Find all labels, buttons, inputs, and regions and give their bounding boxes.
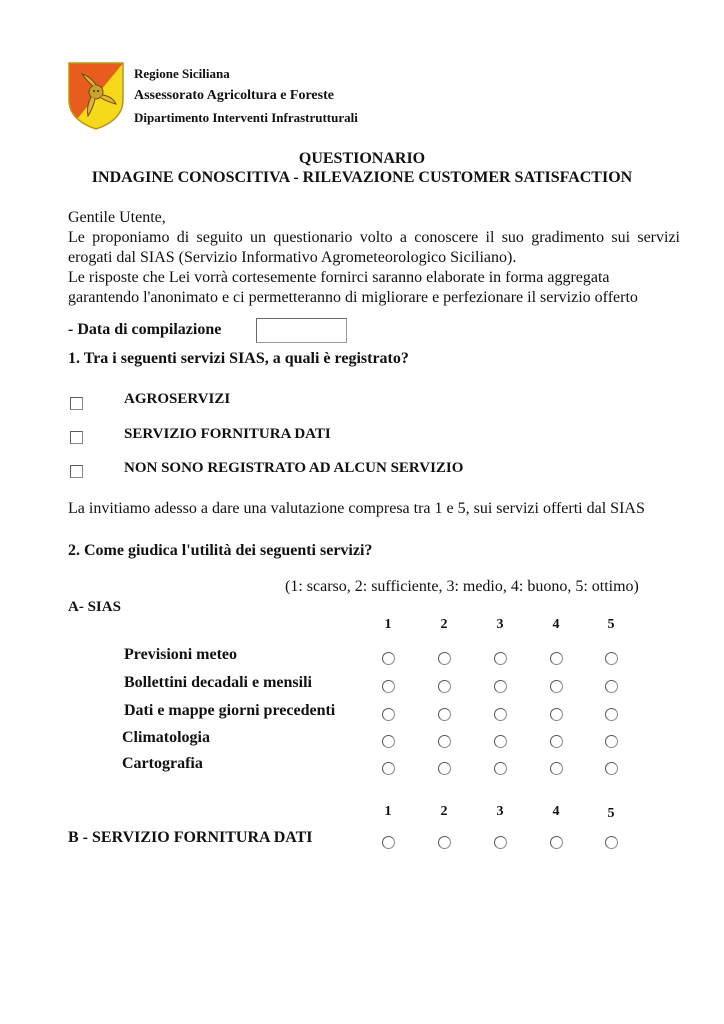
region-coat-of-arms-logo xyxy=(68,62,124,130)
rating-radio-climatologia-3[interactable] xyxy=(494,735,507,748)
scale-legend: (1: scarso, 2: sufficiente, 3: medio, 4: buono, 5: ottimo) xyxy=(285,578,639,595)
rating-radio-previsioni-5[interactable] xyxy=(605,652,618,665)
option-servizio-fornitura-dati-label: SERVIZIO FORNITURA DATI xyxy=(124,426,331,442)
service-climatologia: Climatologia xyxy=(122,729,210,746)
scale-header-2: 2 xyxy=(440,617,448,632)
rating-radio-fornitura-5[interactable] xyxy=(605,836,618,849)
intro-paragraph-2-line-1: Le risposte che Lei vorrà cortesemente fornirci saranno elaborate in forma aggregata xyxy=(68,269,610,286)
header-office: Dipartimento Interventi Infrastrutturali xyxy=(134,110,358,125)
service-cartografia: Cartografia xyxy=(122,755,203,772)
rating-radio-cartografia-5[interactable] xyxy=(605,762,618,775)
rating-radio-climatologia-5[interactable] xyxy=(605,735,618,748)
rating-radio-previsioni-1[interactable] xyxy=(382,652,395,665)
scale-header-b-3: 3 xyxy=(496,804,504,819)
rating-radio-fornitura-4[interactable] xyxy=(550,836,563,849)
rating-radio-dati-mappe-5[interactable] xyxy=(605,708,618,721)
rating-radio-fornitura-1[interactable] xyxy=(382,836,395,849)
scale-header-4: 4 xyxy=(552,617,560,632)
rating-radio-previsioni-3[interactable] xyxy=(494,652,507,665)
rating-radio-bollettini-5[interactable] xyxy=(605,680,618,693)
rating-instruction: La invitiamo adesso a dare una valutazione compresa tra 1 e 5, sui servizi offerti dal SIAS xyxy=(68,500,645,517)
rating-radio-cartografia-2[interactable] xyxy=(438,762,451,775)
rating-radio-previsioni-4[interactable] xyxy=(550,652,563,665)
page-subtitle: INDAGINE CONOSCITIVA - RILEVAZIONE CUSTOMER SATISFACTION xyxy=(91,169,633,186)
rating-radio-previsioni-2[interactable] xyxy=(438,652,451,665)
rating-radio-fornitura-2[interactable] xyxy=(438,836,451,849)
trinacria-coat-of-arms-icon xyxy=(68,62,124,130)
intro-paragraph-1-line-1: Le proponiamo di seguito un questionario volto a conoscere il suo gradimento sui servizi xyxy=(68,229,680,246)
option-non-registrato-label: NON SONO REGISTRATO AD ALCUN SERVIZIO xyxy=(124,460,464,476)
service-dati-mappe: Dati e mappe giorni precedenti xyxy=(124,702,336,719)
page-title: QUESTIONARIO xyxy=(298,150,426,167)
scale-header-b-1: 1 xyxy=(384,804,392,819)
header-department: Assessorato Agricoltura e Foreste xyxy=(134,88,334,103)
header-region: Regione Siciliana xyxy=(134,66,230,81)
section-b-label: B - SERVIZIO FORNITURA DATI xyxy=(68,829,313,846)
scale-header-1: 1 xyxy=(384,617,392,632)
intro-paragraph-2-line-2: garantendo l'anonimato e ci permetteranno di migliorare e perfezionare il servizio offerto xyxy=(68,289,638,306)
rating-radio-dati-mappe-4[interactable] xyxy=(550,708,563,721)
intro-paragraph-1-line-2: erogati dal SIAS (Servizio Informativo Agrometeorologico Siciliano). xyxy=(68,249,517,266)
scale-header-3: 3 xyxy=(496,617,504,632)
checkbox-agroservizi[interactable] xyxy=(70,397,83,410)
rating-radio-climatologia-2[interactable] xyxy=(438,735,451,748)
rating-radio-dati-mappe-2[interactable] xyxy=(438,708,451,721)
scale-header-b-4: 4 xyxy=(552,804,560,819)
rating-radio-cartografia-4[interactable] xyxy=(550,762,563,775)
service-bollettini: Bollettini decadali e mensili xyxy=(124,674,312,691)
section-a-label: A- SIAS xyxy=(68,599,121,615)
intro-text xyxy=(68,208,680,308)
rating-radio-bollettini-1[interactable] xyxy=(382,680,395,693)
rating-radio-bollettini-4[interactable] xyxy=(550,680,563,693)
rating-radio-climatologia-1[interactable] xyxy=(382,735,395,748)
service-previsioni-meteo: Previsioni meteo xyxy=(124,646,238,663)
question-1-label: 1. Tra i seguenti servizi SIAS, a quali è registrato? xyxy=(68,350,409,367)
rating-radio-climatologia-4[interactable] xyxy=(550,735,563,748)
scale-header-b-2: 2 xyxy=(440,804,448,819)
checkbox-non-registrato[interactable] xyxy=(70,465,83,478)
question-2-label: 2. Come giudica l'utilità dei seguenti servizi? xyxy=(68,542,373,559)
rating-radio-fornitura-3[interactable] xyxy=(494,836,507,849)
date-input-field[interactable] xyxy=(256,318,347,343)
greeting: Gentile Utente, xyxy=(68,209,166,226)
rating-radio-bollettini-2[interactable] xyxy=(438,680,451,693)
rating-radio-bollettini-3[interactable] xyxy=(494,680,507,693)
rating-radio-dati-mappe-1[interactable] xyxy=(382,708,395,721)
rating-radio-dati-mappe-3[interactable] xyxy=(494,708,507,721)
checkbox-servizio-fornitura-dati[interactable] xyxy=(70,431,83,444)
scale-header-b-5: 5 xyxy=(607,806,615,821)
rating-radio-cartografia-1[interactable] xyxy=(382,762,395,775)
date-label: - Data di compilazione xyxy=(68,321,222,338)
scale-header-5: 5 xyxy=(607,617,615,632)
option-agroservizi-label: AGROSERVIZI xyxy=(124,391,231,407)
rating-radio-cartografia-3[interactable] xyxy=(494,762,507,775)
